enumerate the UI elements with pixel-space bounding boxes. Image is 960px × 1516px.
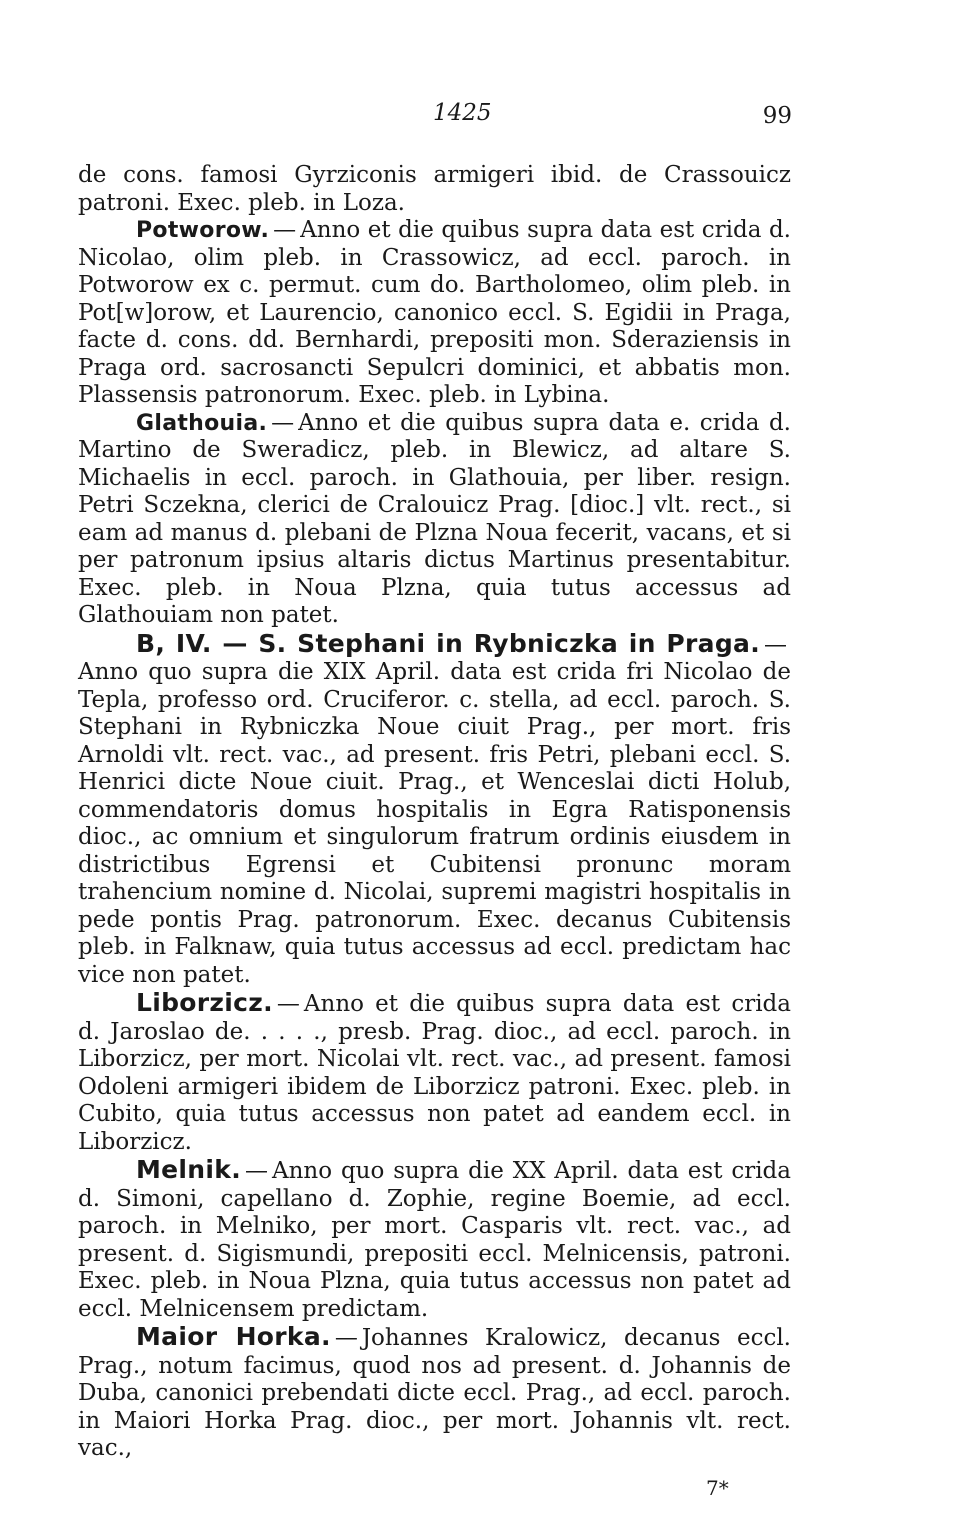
entry-s-stephani: B, IV. — S. Stephani in Rybniczka in Praga. —Anno quo supra die XIX April. data est crida fri Nicolao de Tepla, professo ord. Cruciferor. c. stella, ad eccl. paroch. S. Stephani in Rybniczka Noue ciuit Prag., per mort. fris Arnoldi vlt. rect. vac., ad present. fris Petri, plebani eccl. S. Henrici dicte Noue ciuit. Prag., et Wenceslai dicti Holub, commendatoris domus hospitalis in Egra Ratisponensis dioc., ac omnium et singulorum fratrum ordinis eiusdem in districtibus Egrensi et Cubitensi pronunc moram trahencium nomine d. Nicolai, supremi magistri hospitalis in pede pontis Prag. patronorum. Exec. decanus Cubitensis pleb. in Falknaw, quia tutus accessus ad eccl. predictam hac vice non patet.: [78, 628, 791, 988]
entry-text: Anno quo supra die XIX April. data est crida fri Nicolao de Tepla, professo ord. Cruciferor. c. stella, ad eccl. paroch. S. Stephani in Rybniczka Noue ciuit Prag., per mort. fris Arnoldi vlt. rect. vac., ad present. fris Petri, plebani eccl. S. Henrici dicte Noue ciuit. Prag., et Wenceslai dicti Holub, commendatoris domus hospitalis in Egra Ratisponensis dioc., ac omnium et singulorum fratrum ordinis eiusdem in districtibus Egrensi et Cubitensi pronunc moram trahencium nomine d. Nicolai, supremi magistri hospitalis in pede pontis Prag. patronorum. Exec. decanus Cubitensis pleb. in Falknaw, quia tutus accessus ad eccl. predictam hac vice non patet.: [78, 659, 791, 988]
entry-headword: Melnik.: [136, 1155, 241, 1184]
entry-text: Anno et die quibus supra data e. crida d. Martino de Sweradicz, pleb. in Blewicz, ad altare S. Michaelis in eccl. paroch. in Glathouia, per liber. resign. Petri Sczekna, clerici de Cralouicz Prag. [dioc.] vlt. rect., si eam ad manus d. plebani de Plzna Noua fecerit, vacans, et si per patronum ipsius altaris dictus Martinus presentabitur. Exec. pleb. in Noua Plzna, quia tutus accessus ad Glathouiam non patet.: [78, 409, 791, 628]
entry-headword: Potworow.: [136, 218, 270, 243]
paragraph-text: de cons. famosi Gyrziconis armigeri ibid. de Crassouicz patroni. Exec. pleb. in Loza.: [78, 162, 791, 216]
entry-text: Anno et die quibus supra data est crida d. Nicolao, olim pleb. in Crassowicz, ad eccl. paroch. in Potworow ex c. permut. cum do. Bartholomeo, olim pleb. in Pot[w]orow, et Laurencio, canonico eccl. S. Egidii in Praga, facte d. cons. dd. Bernhardi, prepositi mon. Sderaziensis in Praga ord. sacrosancti Sepulcri dominici, et abbatis mon. Plassensis patronorum. Exec. pleb. in Lybina.: [78, 217, 791, 408]
page-number: 99: [762, 103, 792, 129]
entry-maior-horka: Maior Horka. — Johannes Kralowicz, decanus eccl. Prag., notum facimus, quod nos ad present. d. Johannis de Duba, canonici prebendati dicte eccl. Prag., ad eccl. paroch. in Maiori Horka Prag. dioc., per mort. Johannis vlt. rect. vac.,: [78, 1322, 791, 1461]
entry-text: Anno quo supra die XX April. data est crida d. Simoni, capellano d. Zophie, regine Boemie, ad eccl. paroch. in Melniko, per mort. Casparis vlt. rect. vac., ad present. d. Sigismundi, prepositi eccl. Melnicensis, patroni. Exec. pleb. in Noua Plzna, quia tutus accessus non patet ad eccl. Melnicensem predictam.: [78, 1158, 791, 1322]
entry-text: Johannes Kralowicz, decanus eccl. Prag., notum facimus, quod nos ad present. d. Johannis de Duba, canonici prebendati dicte eccl. Prag., ad eccl. paroch. in Maiori Horka Prag. dioc., per mort. Johannis vlt. rect. vac.,: [78, 1325, 791, 1461]
paragraph-continuation: [78, 162, 791, 217]
entry-potworow: Potworow. — Anno et die quibus supra data est crida d. Nicolao, olim pleb. in Crassowicz, ad eccl. paroch. in Potworow ex c. permut. cum do. Bartholomeo, olim pleb. in Pot[w]orow, et Laurencio, canonico eccl. S. Egidii in Praga, facte d. cons. dd. Bernhardi, prepositi mon. Sderaziensis in Praga ord. sacrosancti Sepulcri dominici, et abbatis mon. Plassensis patronorum. Exec. pleb. in Lybina.: [78, 217, 791, 408]
entry-headword: Maior Horka.: [136, 1322, 331, 1351]
entry-melnik: Melnik. — Anno quo supra die XX April. data est crida d. Simoni, capellano d. Zophie, regine Boemie, ad eccl. paroch. in Melniko, per mort. Casparis vlt. rect. vac., ad present. d. Sigismundi, prepositi eccl. Melnicensis, patroni. Exec. pleb. in Noua Plzna, quia tutus accessus non patet ad eccl. Melnicensem predictam.: [78, 1155, 791, 1322]
running-head-year: 1425: [433, 100, 492, 126]
section-heading: B, IV. — S. Stephani in Rybniczka in Praga.: [136, 628, 760, 658]
page-body: [78, 162, 791, 1463]
entry-headword: Liborzicz.: [136, 988, 273, 1017]
entry-text: Anno et die quibus supra data est crida d. Jaroslao de. . . . ., presb. Prag. dioc., ad eccl. paroch. in Liborzicz, per mort. Nicolai vlt. rect. vac., ad present. famosi Odoleni armigeri ibidem de Liborzicz patroni. Exec. pleb. in Cubito, quia tutus accessus non patet ad eandem eccl. in Liborzicz.: [78, 991, 791, 1155]
signature-mark: 7*: [706, 1476, 729, 1500]
entry-liborzicz: Liborzicz. — Anno et die quibus supra data est crida d. Jaroslao de. . . . ., presb. Prag. dioc., ad eccl. paroch. in Liborzicz, per mort. Nicolai vlt. rect. vac., ad present. famosi Odoleni armigeri ibidem de Liborzicz patroni. Exec. pleb. in Cubito, quia tutus accessus non patet ad eandem eccl. in Liborzicz.: [78, 988, 791, 1155]
running-head: [0, 100, 960, 140]
entry-headword: Glathouia.: [136, 410, 268, 436]
entry-glathouia: Glathouia. — Anno et die quibus supra data e. crida d. Martino de Sweradicz, pleb. in Blewicz, ad altare S. Michaelis in eccl. paroch. in Glathouia, per liber. resign. Petri Sczekna, clerici de Cralouicz Prag. [dioc.] vlt. rect., si eam ad manus d. plebani de Plzna Noua fecerit, vacans, et si per patronum ipsius altaris dictus Martinus presentabitur. Exec. pleb. in Noua Plzna, quia tutus accessus ad Glathouiam non patet.: [78, 409, 791, 628]
